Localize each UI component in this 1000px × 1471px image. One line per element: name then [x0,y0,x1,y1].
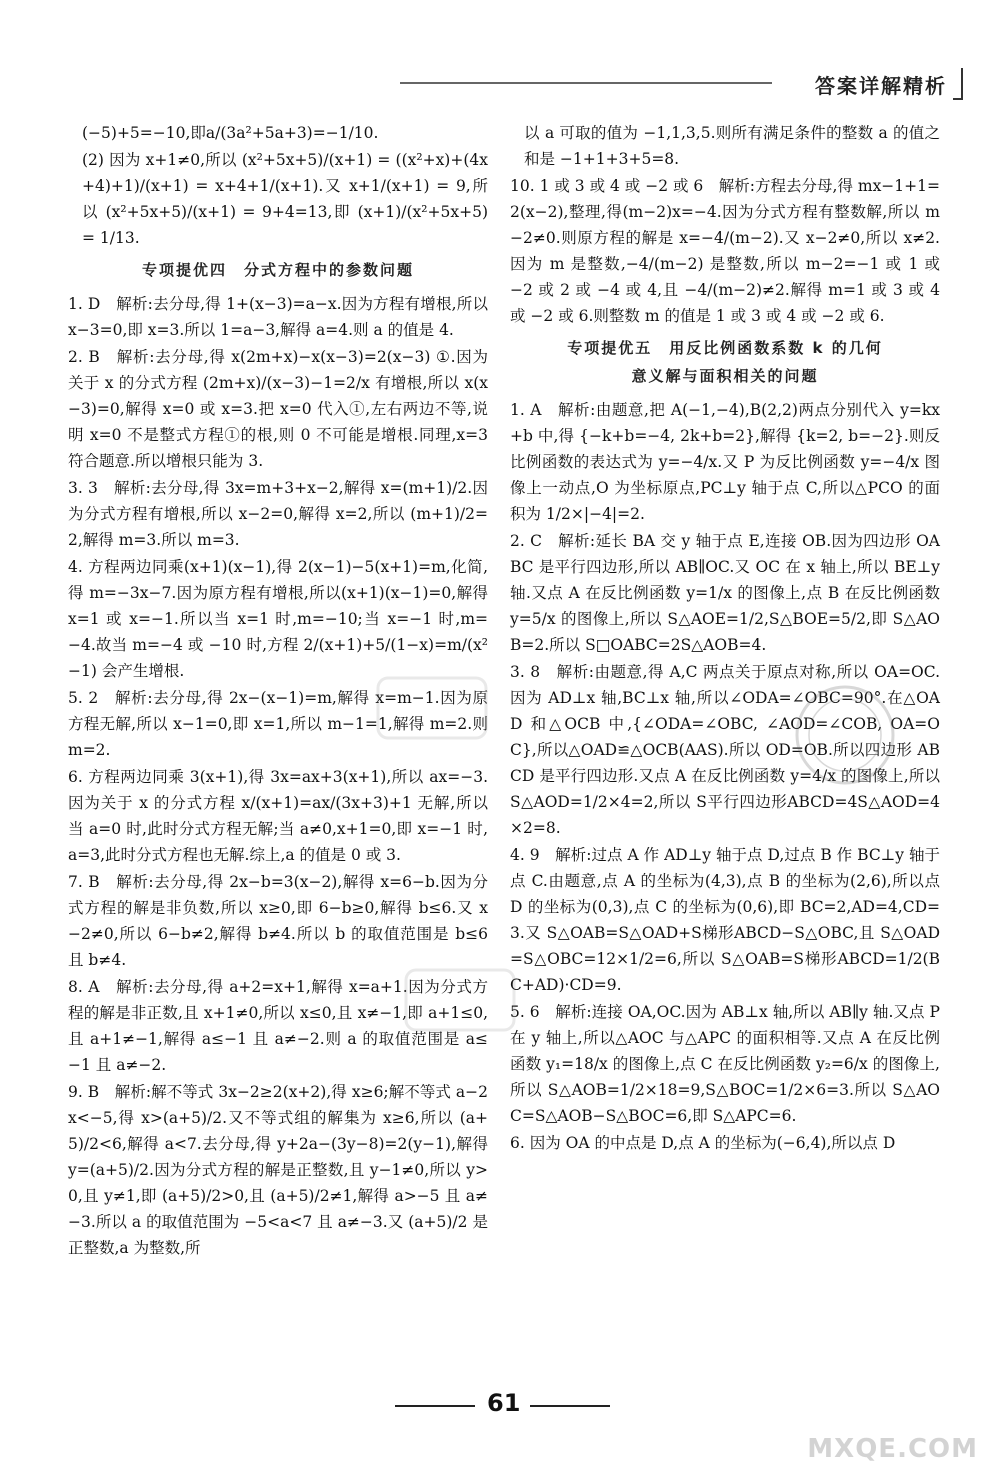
answer-item: 9. B 解析:解不等式 3x−2≥2(x+2),得 x≥6;解不等式 a−2x<−5,得 x>(a+5)/2.又不等式组的解集为 x≥6,所以 (a+5)/2<6,解得 a<7.去分母,得 y+2a−(3y−8)=2(y−1),解得 y=(a+5)/2.因为分式方程的解是正整数,且 y−1≠0,所以 y>0,且 y≠1,即 (a+5)/2>0,且 (a+5)/2≠1,解得 a>−5 且 a≠−3.所以 a 的取值范围为 −5<a<7 且 a≠−3.又 (a+5)/2 是正整数,a 为整数,所 [68,1083,488,1257]
answer-item: 2. B 解析:去分母,得 x(2m+x)−x(x−3)=2(x−3) ①.因为关于 x 的分式方程 (2m+x)/(x−3)−1=2/x 有增根,所以 x(x−3)=0,解得 x=0 或 x=3.把 x=0 代入①,左右两边不等,说明 x=0 不是整式方程①的根,则 0 不可能是增根.同理,x=3 符合题意.所以增根只能为 3. [68,348,488,470]
header-title: 答案详解精析 [815,74,947,98]
answer-item: 6. 方程两边同乘 3(x+1),得 3x=ax+3(x+1),所以 ax=−3.因为关于 x 的分式方程 x/(x+1)=ax/(3x+3)+1 无解,所以当 a=0 时,此时分式方程无解;当 a≠0,x+1=0,即 x=−1 时,a=3,此时分式方程也无解.综上,a 的值是 0 或 3. [68,768,488,864]
section-title-line-2: 意义解与面积相关的问题 [631,367,819,385]
page-number: 61 [487,1389,521,1417]
answer-item: 1. A 解析:由题意,把 A(−1,−4),B(2,2)两点分别代入 y=kx+b 中,得 {−k+b=−4, 2k+b=2},解得 {k=2, b=−2}.则反比例函数的表达式为 y=−4/x.又 P 为反比例函数 y=−4/x 图像上一动点,O 为坐标原点,PC⊥y 轴于点 C,所以△PCO 的面积为 1/2×|−4|=2. [510,401,940,523]
answer-item: 4. 9 解析:过点 A 作 AD⊥y 轴于点 D,过点 B 作 BC⊥y 轴于点 C.由题意,点 A 的坐标为(4,3),点 B 的坐标为(2,6),所以点 D 的坐标为(0,3),点 C 的坐标为(0,6),即 BC=2,AD=4,CD=3.又 S△OAB=S△OAD+S梯形ABCD−S△OBC,且 S△OAD=S△OBC=12×1/2=6,所以 S△OAB=S梯形ABCD=1/2(BC+AD)·CD=9. [510,846,940,994]
page-header [400,70,975,106]
footer-rule-left [395,1405,475,1407]
header-rule [400,82,772,84]
answer-item: 6. 因为 OA 的中点是 D,点 A 的坐标为(−6,4),所以点 D [510,1134,896,1152]
intro-line: 以 a 可取的值为 −1,1,3,5.则所有满足条件的整数 a 的值之和是 −1+1+3+5=8. [524,124,940,168]
section-title-line-1: 专项提优五 用反比例函数系数 k 的几何 [567,339,883,357]
watermark-logo [798,1398,978,1464]
answer-item: 1. D 解析:去分母,得 1+(x−3)=a−x.因为方程有增根,所以 x−3=0,即 x=3.所以 1=a−3,解得 a=4.则 a 的值是 4. [68,295,488,339]
answer-item: 10. 1 或 3 或 4 或 −2 或 6 解析:方程去分母,得 mx−1+1=2(x−2),整理,得(m−2)x=−4.因为分式方程有整数解,所以 m−2≠0.则原方程的解是 x=−4/(m−2).又 x−2≠0,所以 x≠2.因为 m 是整数,−4/(m−2) 是整数,所以 m−2=−1 或 1 或 −2 或 2 或 −4 或 4,且 −4/(m−2)≠2.解得 m=1 或 3 或 4 或 −2 或 6.则整数 m 的值是 1 或 3 或 4 或 −2 或 6. [510,177,940,325]
answer-item: 2. C 解析:延长 BA 交 y 轴于点 E,连接 OB.因为四边形 OABC 是平行四边形,所以 AB∥OC.又 OC 在 x 轴上,所以 BE⊥y 轴.又点 A 在反比例函数 y=1/x 的图像上,点 B 在反比例函数 y=5/x 的图像上,所以 S△AOE=1/2,S△BOE=5/2,即 S△AOB=2.所以 S□OABC=2S△AOB=4. [510,532,940,654]
header-bracket-decoration [953,68,963,100]
intro-line: (−5)+5=−10,即a/(3a²+5a+3)=−1/10. [82,124,379,142]
answer-item: 8. A 解析:去分母,得 a+2=x+1,解得 x=a+1.因为分式方程的解是非正数,且 x+1≠0,所以 x≤0,且 x≠−1,即 a+1≤0,且 a+1≠−1,解得 a≤−1 且 a≠−2.则 a 的取值范围是 a≤−1 且 a≠−2. [68,978,488,1074]
answer-item: 3. 3 解析:去分母,得 3x=m+3+x−2,解得 x=(m+1)/2.因为分式方程有增根,所以 x−2=0,解得 x=2,所以 (m+1)/2=2,解得 m=3.所以 m=3. [68,479,488,549]
answer-item: 3. 8 解析:由题意,得 A,C 两点关于原点对称,所以 OA=OC.因为 AD⊥x 轴,BC⊥x 轴,所以∠ODA=∠OBC=90°.在△OAD 和△OCB 中,{∠ODA=∠OBC, ∠AOD=∠COB, OA=OC},所以△OAD≌△OCB(AAS).所以 OD=OB.所以四边形 ABCD 是平行四边形.又点 A 在反比例函数 y=4/x 的图像上,所以 S△AOD=1/2×4=2,所以 S平行四边形ABCD=4S△AOD=4×2=8. [510,663,940,837]
right-column [510,120,940,1157]
faint-stamp-decoration [372,668,492,748]
answer-item: 5. 6 解析:连接 OA,OC.因为 AB⊥x 轴,所以 AB∥y 轴.又点 P 在 y 轴上,所以△AOC 与△APC 的面积相等.又点 A 在反比例函数 y₁=18/x 的图像上,点 C 在反比例函数 y₂=6/x 的图像上,所以 S△AOB=1/2×18=9,S△BOC=1/2×6=3.所以 S△AOC=S△AOB−S△BOC=6,即 S△APC=6. [510,1003,940,1125]
footer-rule-right [530,1405,610,1407]
section-title: 专项提优四 分式方程中的参数问题 [141,261,414,279]
faint-stamp-decoration [400,960,520,1040]
watermark-text: MXQE.COM [807,1434,978,1464]
answer-item: 5. 2 解析:去分母,得 2x−(x−1)=m,解得 x=m−1.因为原方程无解,所以 x−1=0,即 x=1,所以 m−1=1,解得 m=2.则 m=2. [68,689,488,759]
answer-item: 7. B 解析:去分母,得 2x−b=3(x−2),解得 x=6−b.因为分式方程的解是非负数,所以 x≥0,即 6−b≥0,解得 b≤6.又 x−2≠0,所以 6−b≠2,解得 b≠4.所以 b 的取值范围是 b≤6 且 b≠4. [68,873,488,969]
answer-item: 4. 方程两边同乘(x+1)(x−1),得 2(x−1)−5(x+1)=m,化简,得 m=−3x−7.因为原方程有增根,所以(x+1)(x−1)=0,解得 x=1 或 x=−1.所以当 x=1 时,m=−10;当 x=−1 时,m=−4.故当 m=−4 或 −10 时,方程 2/(x+1)+5/(1−x)=m/(x²−1) 会产生增根. [68,558,488,680]
faint-seal-decoration [790,680,900,790]
intro-line: (2) 因为 x+1≠0,所以 (x²+5x+5)/(x+1) = ((x²+x)+(4x+4)+1)/(x+1) = x+4+1/(x+1).又 x+1/(x+1) = 9,所以 (x²+5x+5)/(x+1) = 9+4=13,即 (x+1)/(x²+5x+5) = 1/13. [82,151,488,247]
